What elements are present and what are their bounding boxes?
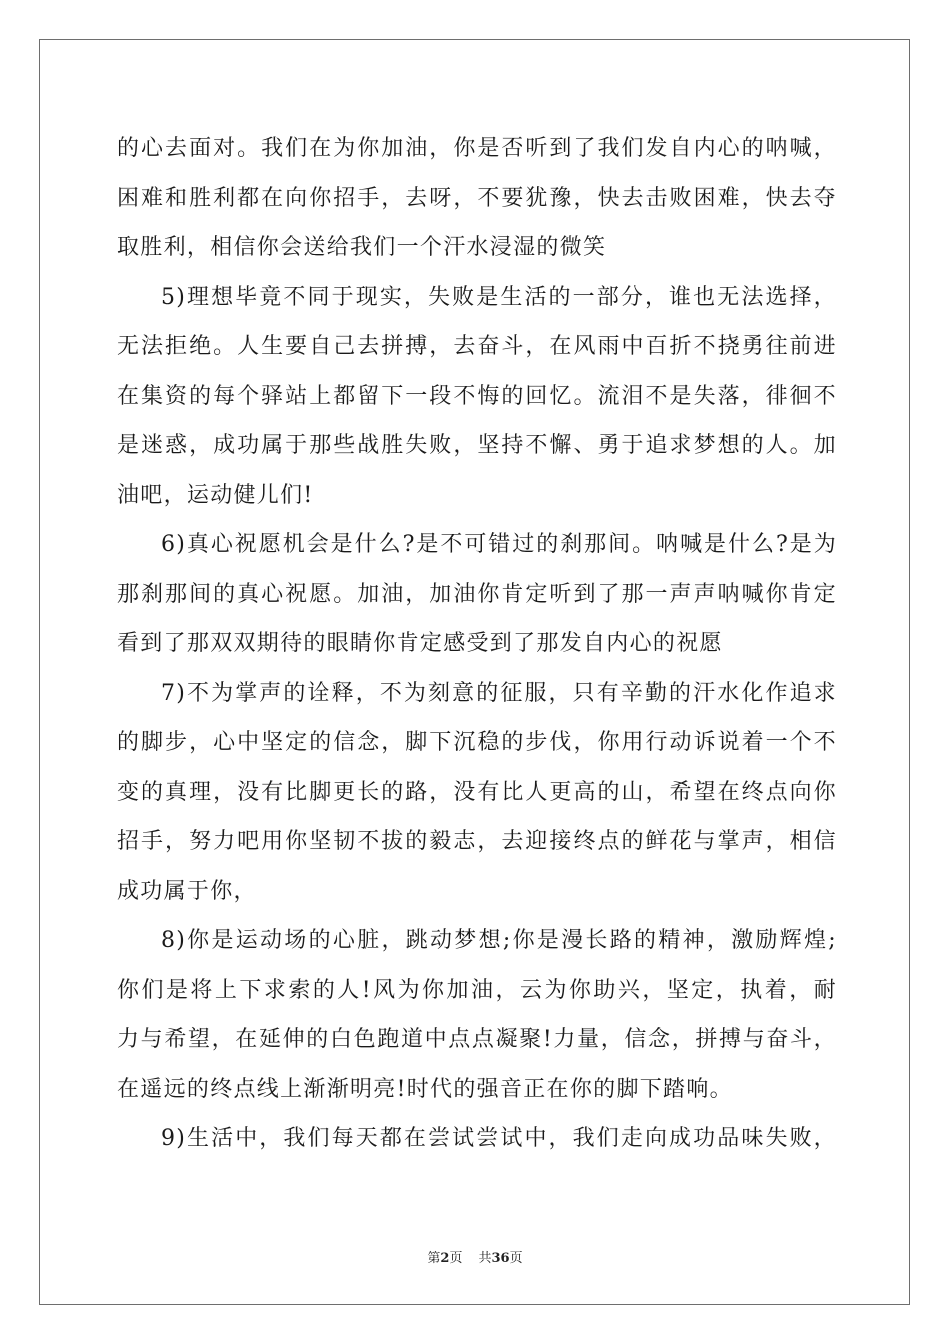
- total-prefix: 共: [478, 1251, 492, 1266]
- text-line: 无法拒绝。人生要自己去拼搏，去奋斗，在风雨中百折不挠勇往前进: [117, 334, 837, 359]
- text-line: 那刹那间的真心祝愿。加油，加油你肯定听到了那一声声呐喊你肯定: [117, 581, 837, 607]
- text-line: 7)不为掌声的诠释，不为刻意的征服，只有辛勤的汗水化作追求: [161, 680, 837, 706]
- page-footer: [0, 1247, 950, 1266]
- text-line: 招手，努力吧用你坚韧不拔的毅志，去迎接终点的鲜花与掌声，相信: [117, 829, 837, 854]
- page-prefix: 第: [427, 1251, 441, 1266]
- text-line: 成功属于你，: [117, 878, 257, 904]
- text-line: 困难和胜利都在向你招手，去呀，不要犹豫，快去击败困难，快去夺: [117, 185, 837, 211]
- text-line: 8)你是运动场的心脏，跳动梦想;你是漫长路的精神，激励辉煌;: [161, 928, 837, 953]
- text-line: 在遥远的终点线上渐渐明亮!时代的强音正在你的脚下踏响。: [117, 1076, 733, 1102]
- text-line: 5)理想毕竟不同于现实，失败是生活的一部分，谁也无法选择，: [161, 284, 837, 310]
- text-line: 9)生活中，我们每天都在尝试尝试中，我们走向成功品味失败，: [161, 1126, 837, 1151]
- text-line: 的心去面对。我们在为你加油，你是否听到了我们发自内心的呐喊，: [117, 136, 837, 161]
- text-line: 变的真理，没有比脚更长的路，没有比人更高的山，希望在终点向你: [117, 779, 837, 805]
- text-line: 是迷惑，成功属于那些战胜失败，坚持不懈、勇于追求梦想的人。加: [117, 433, 837, 458]
- text-line: 的脚步，心中坚定的信念，脚下沉稳的步伐，你用行动诉说着一个不: [117, 730, 837, 755]
- document-body: [117, 124, 837, 1164]
- text-line: 6)真心祝愿机会是什么?是不可错过的刹那间。呐喊是什么?是为: [161, 532, 837, 557]
- text-line: 力与希望，在延伸的白色跑道中点点凝聚!力量，信念，拼搏与奋斗，: [117, 1027, 837, 1052]
- text-line: 取胜利，相信你会送给我们一个汗水浸湿的微笑: [117, 235, 607, 260]
- text-line: 看到了那双双期待的眼睛你肯定感受到了那发自内心的祝愿: [117, 631, 723, 656]
- total-pages: 36: [491, 1251, 510, 1266]
- text-line: 在集资的每个驿站上都留下一段不悔的回忆。流泪不是失落，徘徊不: [117, 383, 837, 409]
- total-suffix: 页: [509, 1251, 523, 1266]
- page-number: 2: [440, 1251, 450, 1266]
- page-suffix: 页: [449, 1251, 463, 1266]
- text-line: 你们是将上下求索的人!风为你加油，云为你助兴，坚定，执着，耐: [117, 977, 837, 1003]
- text-line: 油吧，运动健儿们!: [117, 482, 314, 508]
